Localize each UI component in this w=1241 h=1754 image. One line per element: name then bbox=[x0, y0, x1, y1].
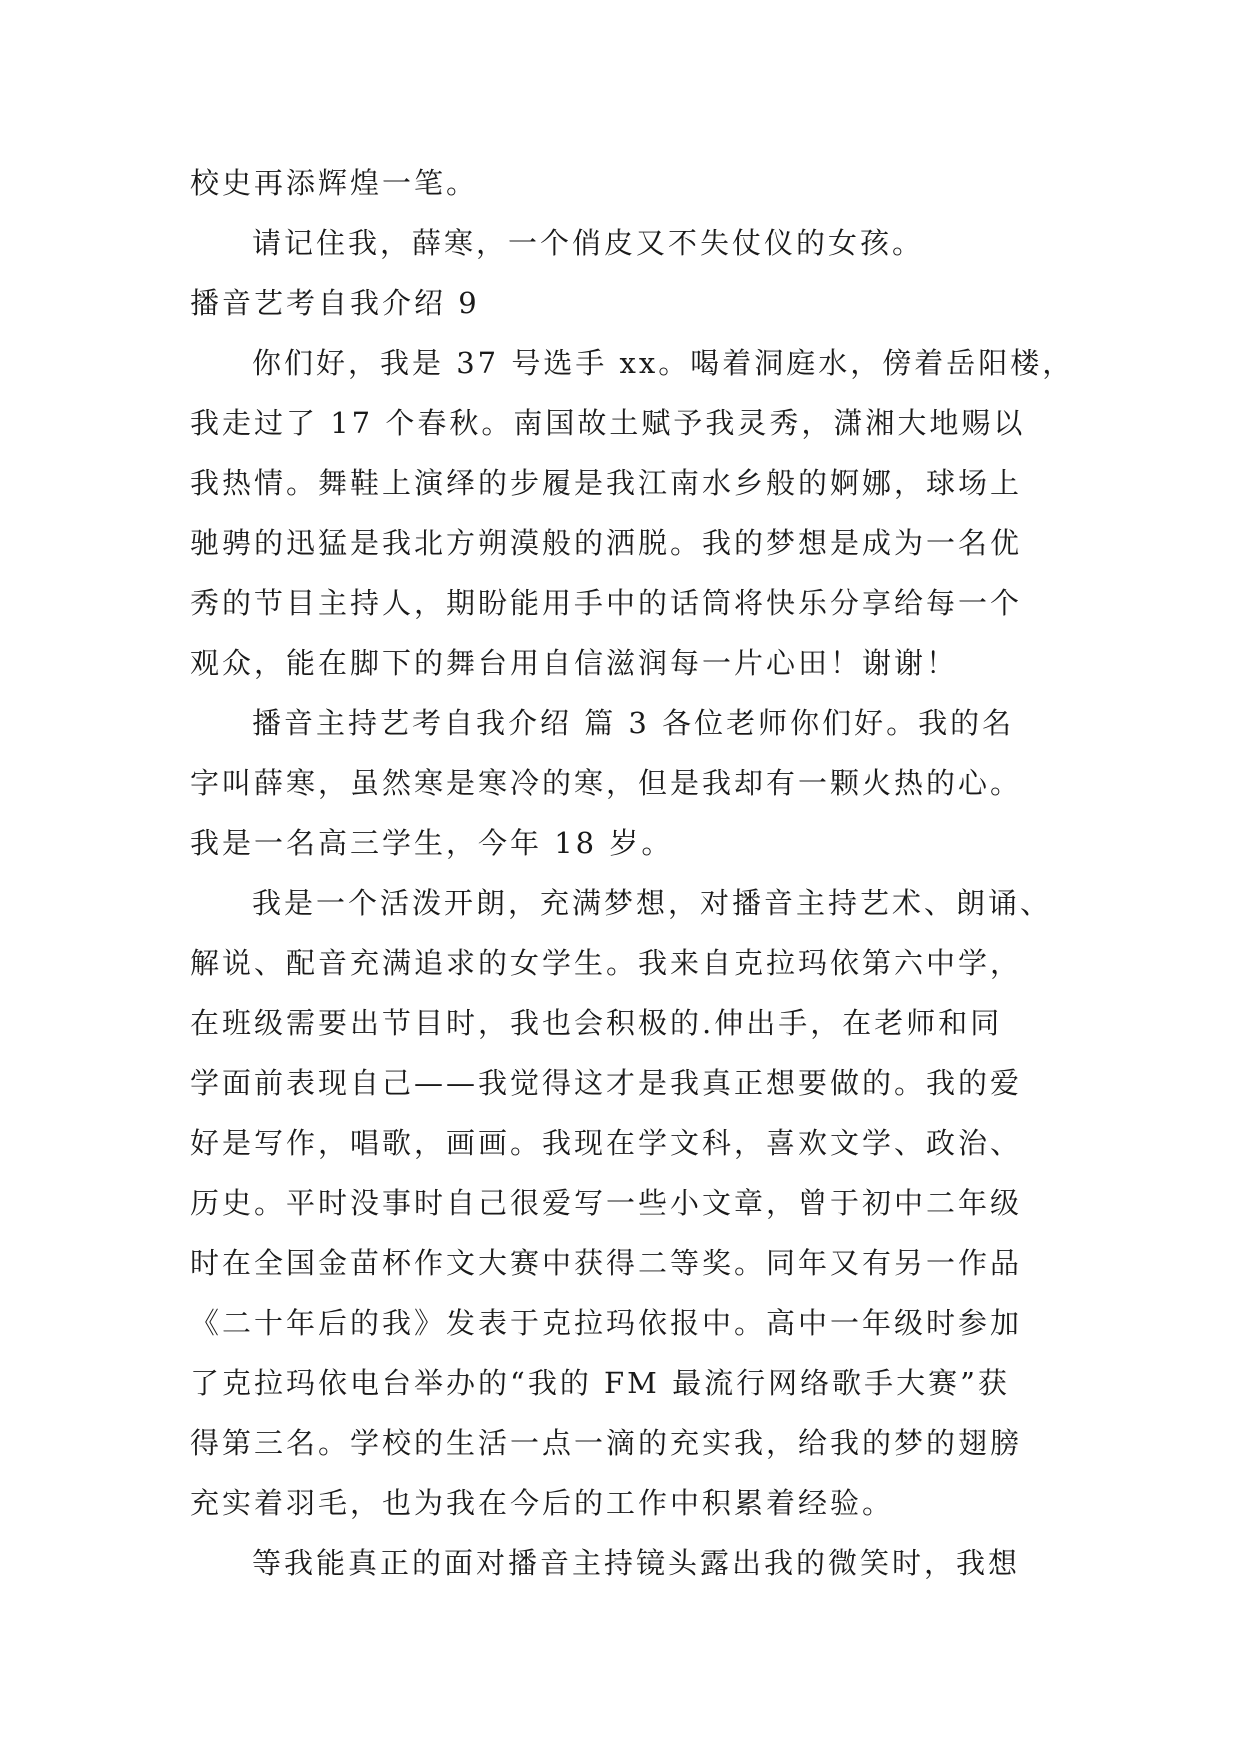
body-text-line: 时在全国金苗杯作文大赛中获得二等奖。同年又有另一作品 bbox=[190, 1246, 1023, 1280]
body-text-line: 我是一个活泼开朗，充满梦想，对播音主持艺术、朗诵、 bbox=[252, 886, 1053, 920]
body-text-line: 在班级需要出节目时，我也会积极的.伸出手，在老师和同 bbox=[190, 1006, 1003, 1040]
body-text-line: 播音主持艺考自我介绍 篇 3 各位老师你们好。我的名 bbox=[252, 706, 1015, 740]
body-text-line: 我是一名高三学生，今年 18 岁。 bbox=[190, 826, 674, 860]
body-text-line: 观众，能在脚下的舞台用自信滋润每一片心田！谢谢！ bbox=[190, 646, 959, 680]
body-text-line: 校史再添辉煌一笔。 bbox=[190, 166, 479, 200]
body-text-line: 充实着羽毛，也为我在今后的工作中积累着经验。 bbox=[190, 1486, 895, 1520]
body-text-line: 好是写作，唱歌，画画。我现在学文科，喜欢文学、政治、 bbox=[190, 1126, 1023, 1160]
body-text-line: 得第三名。学校的生活一点一滴的充实我，给我的梦的翅膀 bbox=[190, 1426, 1023, 1460]
body-text-line: 了克拉玛依电台举办的“我的 FM 最流行网络歌手大赛”获 bbox=[190, 1366, 1010, 1400]
body-text-line: 学面前表现自己——我觉得这才是我真正想要做的。我的爱 bbox=[190, 1066, 1023, 1100]
body-text-line: 《二十年后的我》发表于克拉玛依报中。高中一年级时参加 bbox=[190, 1306, 1023, 1340]
body-text-line: 字叫薛寒，虽然寒是寒冷的寒，但是我却有一颗火热的心。 bbox=[190, 766, 1023, 800]
body-text-line: 我走过了 17 个春秋。南国故土赋予我灵秀，潇湘大地赐以 bbox=[190, 406, 1026, 440]
body-text-line: 驰骋的迅猛是我北方朔漠般的洒脱。我的梦想是成为一名优 bbox=[190, 526, 1023, 560]
body-text-line: 历史。平时没事时自己很爱写一些小文章，曾于初中二年级 bbox=[190, 1186, 1023, 1220]
body-text-line: 我热情。舞鞋上演绎的步履是我江南水乡般的婀娜，球场上 bbox=[190, 466, 1023, 500]
body-text-line: 你们好，我是 37 号选手 xx。喝着洞庭水，傍着岳阳楼， bbox=[252, 346, 1075, 380]
body-text-line: 等我能真正的面对播音主持镜头露出我的微笑时，我想 bbox=[252, 1546, 1021, 1580]
section-heading: 播音艺考自我介绍 9 bbox=[190, 286, 480, 320]
body-text-line: 秀的节目主持人，期盼能用手中的话筒将快乐分享给每一个 bbox=[190, 586, 1023, 620]
body-text-line: 请记住我，薛寒，一个俏皮又不失仗仪的女孩。 bbox=[252, 226, 925, 260]
body-text-line: 解说、配音充满追求的女学生。我来自克拉玛依第六中学， bbox=[190, 946, 1023, 980]
